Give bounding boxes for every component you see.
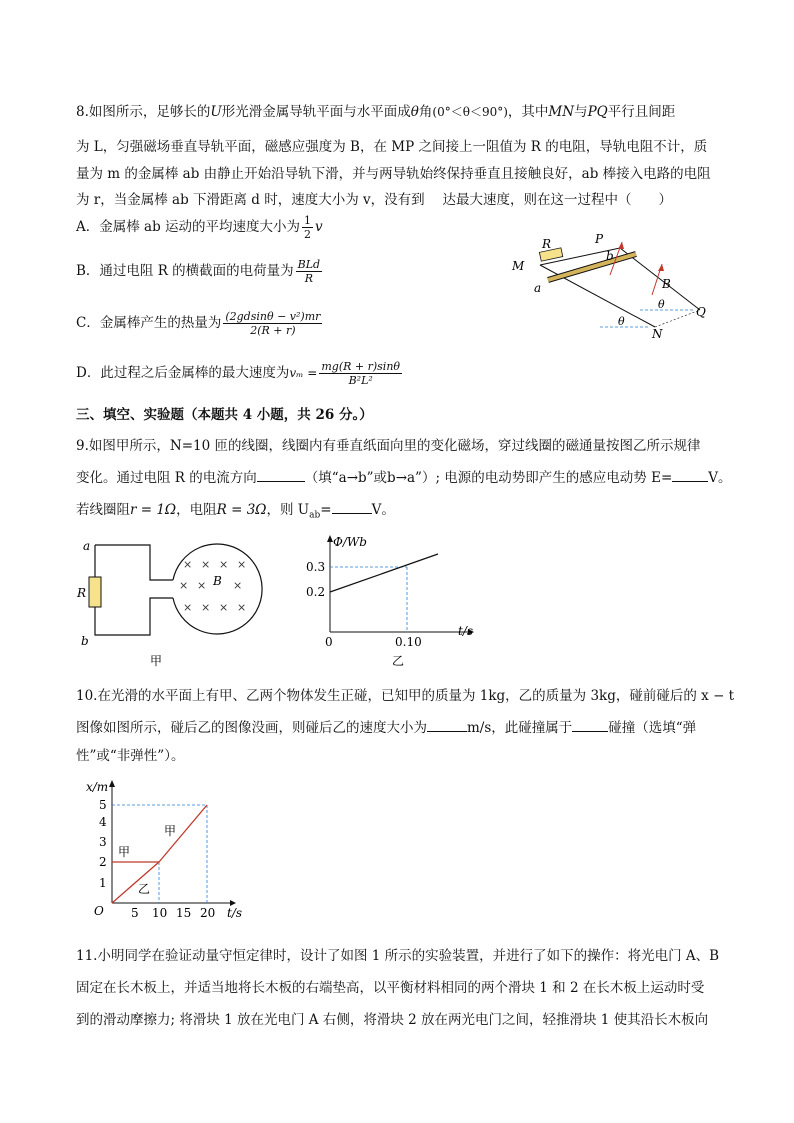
x-tick-5: 5 <box>131 906 139 920</box>
q8-option-a <box>76 214 323 241</box>
q9-text: 变化。通过电阻 R 的电流方向 <box>76 470 257 486</box>
q8-line-1 <box>76 100 675 120</box>
q10-xt-graph <box>80 775 250 925</box>
q8-pq: PQ <box>587 104 608 120</box>
q10-text: m/s，此碰撞属于 <box>467 720 573 736</box>
y-tick-4: 4 <box>99 815 107 829</box>
resistor-r <box>89 577 101 607</box>
q10-line-1: 10.在光滑的水平面上有甲、乙两个物体发生正碰，已知甲的质量为 1kg，乙的质量为 3kg，碰前碰后的 x − t <box>76 688 735 704</box>
cross-mark: × <box>237 558 247 571</box>
q8-option-b <box>76 258 324 285</box>
q9-line-2 <box>76 466 732 486</box>
label-b: b <box>81 634 89 648</box>
label-r: R <box>542 237 552 251</box>
q10-line-2 <box>76 716 696 736</box>
answer-blank-uab[interactable] <box>332 501 372 514</box>
q8-line-2: 为 L，匀强磁场垂直导轨平面，磁感应强度为 B，在 MP 之间接上一阻值为 R 的电阻，导轨电阻不计，质 <box>76 139 708 155</box>
metal-rod-fill <box>548 254 636 280</box>
q8-text: 形光滑金属导轨平面与水平面成 <box>221 104 411 120</box>
q8-angle-range: (0°＜θ＜90°) <box>432 105 508 119</box>
q10-text: 图像如图所示，碰后乙的图像没画，则碰后乙的速度大小为 <box>76 720 427 736</box>
answer-blank-collision-type[interactable] <box>572 719 608 732</box>
frac-num: mg(R + r)sinθ <box>321 360 401 373</box>
y-tick-0-2: 0.2 <box>306 585 326 599</box>
caption-yi: 乙 <box>392 654 405 668</box>
option-d-vm: vₘ = <box>289 366 318 380</box>
q11-line-3: 到的滑动摩擦力; 将滑块 1 放在光电门 A 右侧，将滑块 2 放在两光电门之间，轻推滑块 1 使其沿长木板向 <box>76 1012 709 1028</box>
label-q: Q <box>696 305 706 319</box>
q8-option-c <box>76 310 324 337</box>
frac-num: 1 <box>304 214 312 227</box>
option-c-text: C．金属棒产生的热量为 <box>76 315 222 331</box>
q8-theta: θ <box>410 104 419 120</box>
x-label: t/s <box>458 624 474 638</box>
q8-line-3: 量为 m 的金属棒 ab 由静止开始沿导轨下滑，并与两导轨始终保持垂直且接触良好，ab 棒接入电路的电阻 <box>76 166 711 182</box>
x-tick-15: 15 <box>176 906 192 920</box>
q8-text: ，其中 <box>507 104 549 120</box>
answer-blank-current-direction[interactable] <box>257 469 305 482</box>
section-3-heading: 三、填空、实验题（本题共 4 小题，共 26 分。） <box>76 407 373 423</box>
q8-line-4: 为 r，当金属棒 ab 下滑距离 d 时，速度大小为 v，没有到 达最大速度，则在这一过程中（ ） <box>76 192 672 208</box>
q9-text: 若线圈阻 <box>76 502 130 518</box>
label-theta-2: θ <box>618 315 625 328</box>
frac-den: B²L² <box>348 374 373 387</box>
q9-text: V。 <box>708 470 732 486</box>
label-b: b <box>606 249 614 263</box>
x-tick-10: 10 <box>152 906 168 920</box>
q8-option-d <box>76 360 404 387</box>
option-c-fraction <box>223 310 322 337</box>
wire-top <box>95 545 173 580</box>
q10-text: 碰撞（选填“弹 <box>608 720 697 736</box>
x-tick-20: 20 <box>200 906 216 920</box>
label-r: R <box>77 586 87 600</box>
y-tick-5: 5 <box>99 798 107 812</box>
y-axis-arrow <box>109 780 115 787</box>
q9-sub-ab: ab <box>309 510 321 521</box>
q8-rail-figure <box>500 230 730 345</box>
x-label: t/s <box>227 906 243 920</box>
q8-text: 与 <box>574 104 588 120</box>
cross-mark: × <box>219 601 229 614</box>
label-yi: 乙 <box>138 882 151 896</box>
line-yi-before <box>112 862 159 903</box>
cross-mark: × <box>201 558 211 571</box>
label-n: N <box>652 327 663 341</box>
answer-blank-emf[interactable] <box>672 469 708 482</box>
label-jia-after: 甲 <box>164 824 177 838</box>
q9-circuit-figure <box>75 535 275 670</box>
q10-line-3: 性”或“非弹性”）。 <box>76 748 185 764</box>
field-arrow-head-1 <box>618 242 624 249</box>
label-a: a <box>534 281 542 295</box>
label-jia-before: 甲 <box>118 845 131 859</box>
q9-flux-graph <box>300 532 480 672</box>
y-label: x/m <box>86 780 109 794</box>
label-field-b: B <box>662 277 671 291</box>
flux-line <box>330 554 438 592</box>
option-b-fraction <box>296 258 322 285</box>
y-label: Φ/Wb <box>333 535 367 549</box>
frac-den: R <box>304 272 314 285</box>
option-a-v: v <box>315 219 323 235</box>
q9-text: = <box>320 502 332 518</box>
wire-bottom <box>95 545 173 635</box>
q9-line-1: 9.如图甲所示，N=10 匝的线圈，线圈内有垂直纸面向里的变化磁场，穿过线圈的磁通量按图乙所示规律 <box>76 438 701 454</box>
frac-num: BLd <box>297 258 321 271</box>
label-field-b: B <box>213 574 222 588</box>
cross-mark: × <box>179 579 189 592</box>
cross-mark: × <box>219 558 229 571</box>
q9-line-3 <box>76 498 395 521</box>
origin-o: O <box>94 904 104 918</box>
y-tick-0-3: 0.3 <box>306 560 326 574</box>
frac-den: 2(R + r) <box>250 324 296 337</box>
q8-text: 角 <box>418 104 433 120</box>
q11-line-2: 固定在长木板上，并适当地将长木板的右端垫高，以平衡材料相同的两个滑块 1 和 2 在长木板上运动时受 <box>76 980 705 996</box>
q9-text: （填“a→b”或b→a”）; 电源的电动势即产生的感应电动势 E= <box>304 470 673 486</box>
option-b-text: B．通过电阻 R 的横截面的电荷量为 <box>76 263 294 279</box>
cross-mark: × <box>183 601 193 614</box>
q9-text: ，电阻 <box>176 502 217 518</box>
q9-r-value: r = 1Ω <box>130 502 177 518</box>
label-p: P <box>595 232 604 246</box>
q8-text: 平行且间距 <box>607 104 676 120</box>
y-tick-3: 3 <box>99 835 107 849</box>
cross-mark: × <box>197 579 207 592</box>
x-tick-0-10: 0.10 <box>395 635 422 649</box>
label-theta-1: θ <box>658 298 665 311</box>
option-d-fraction <box>319 360 402 387</box>
q9-text: V。 <box>371 502 395 518</box>
cross-mark: × <box>183 558 193 571</box>
frac-num: (2gdsinθ − v²)mr <box>225 310 321 323</box>
q11-line-1: 11.小明同学在验证动量守恒定律时，设计了如图 1 所示的实验装置，并进行了如下的操作：将光电门 A、B <box>76 948 720 964</box>
x-tick-0: 0 <box>325 635 333 649</box>
q9-R-value: R = 3Ω <box>216 502 267 518</box>
q8-text: 8.如图所示，足够长的 <box>76 104 211 120</box>
y-tick-1: 1 <box>99 876 107 890</box>
option-d-text: D．此过程之后金属棒的最大速度为 <box>76 365 290 381</box>
label-a: a <box>83 539 91 553</box>
label-m: M <box>512 259 525 273</box>
cross-mark: × <box>201 601 211 614</box>
q8-mn: MN <box>548 104 575 120</box>
q8-text-u: U <box>210 104 222 120</box>
cross-mark: × <box>237 601 247 614</box>
rail-end <box>655 310 700 327</box>
answer-blank-velocity[interactable] <box>427 719 467 732</box>
caption-jia: 甲 <box>150 654 163 668</box>
q9-text: ，则 U <box>266 502 310 518</box>
y-tick-2: 2 <box>99 855 107 869</box>
option-a-fraction <box>302 214 313 241</box>
cross-mark: × <box>233 579 243 592</box>
frac-den: 2 <box>304 228 312 241</box>
field-arrow-head-2 <box>658 264 664 271</box>
option-a-text: A．金属棒 ab 运动的平均速度大小为 <box>76 219 301 235</box>
